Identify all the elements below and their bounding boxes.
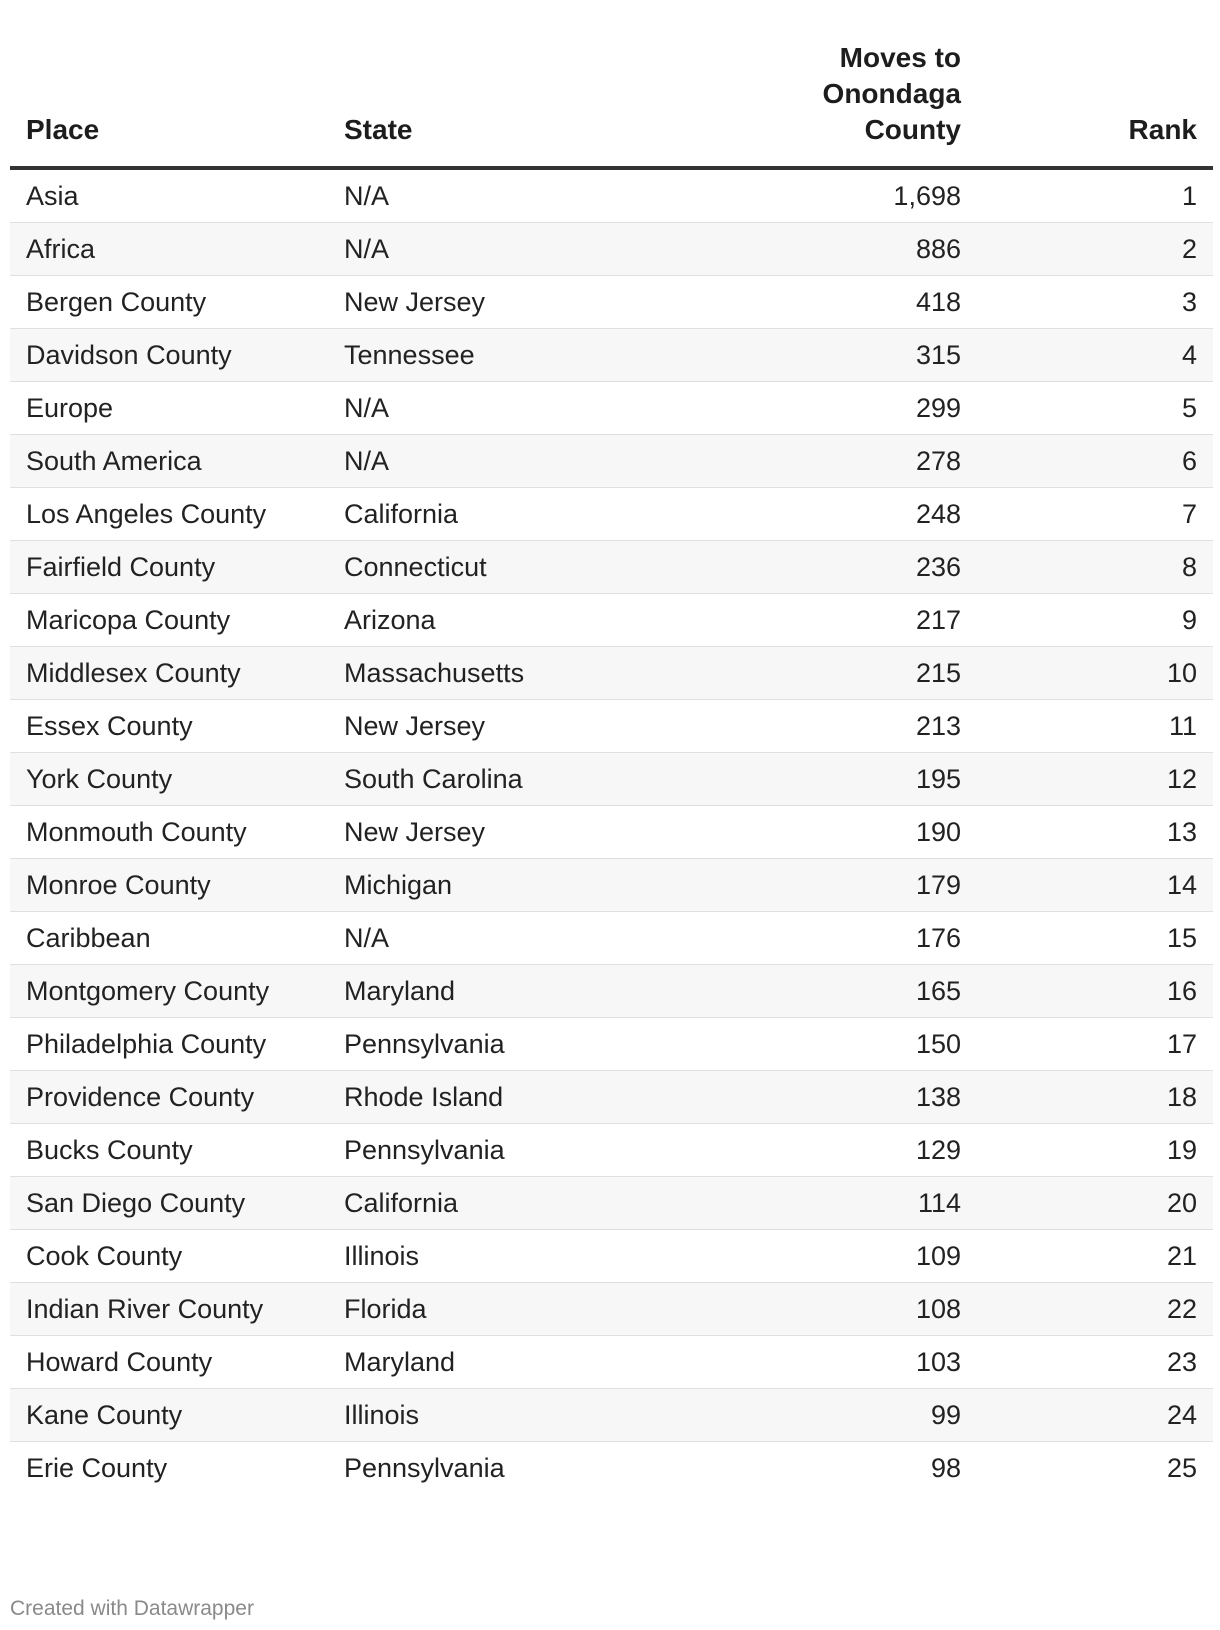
- table-row: [10, 1071, 1213, 1124]
- cell-rank: 15: [961, 912, 1213, 965]
- cell-moves: 190: [663, 806, 961, 859]
- table-row: [10, 1018, 1213, 1071]
- table-row: [10, 753, 1213, 806]
- cell-place: Indian River County: [10, 1283, 328, 1336]
- cell-rank: 10: [961, 647, 1213, 700]
- cell-state: N/A: [328, 382, 663, 435]
- cell-moves: 103: [663, 1336, 961, 1389]
- table-row: [10, 700, 1213, 753]
- cell-state: Michigan: [328, 859, 663, 912]
- table-row: [10, 329, 1213, 382]
- cell-place: Fairfield County: [10, 541, 328, 594]
- cell-moves: 179: [663, 859, 961, 912]
- table-row: [10, 1442, 1213, 1495]
- cell-moves: 108: [663, 1283, 961, 1336]
- cell-rank: 2: [961, 223, 1213, 276]
- cell-state: Maryland: [328, 1336, 663, 1389]
- cell-rank: 23: [961, 1336, 1213, 1389]
- cell-place: Montgomery County: [10, 965, 328, 1018]
- cell-state: California: [328, 488, 663, 541]
- table-row: [10, 1389, 1213, 1442]
- cell-place: Providence County: [10, 1071, 328, 1124]
- table-row: [10, 806, 1213, 859]
- cell-rank: 14: [961, 859, 1213, 912]
- cell-state: Illinois: [328, 1389, 663, 1442]
- cell-state: Arizona: [328, 594, 663, 647]
- cell-moves: 109: [663, 1230, 961, 1283]
- table-row: [10, 276, 1213, 329]
- cell-rank: 20: [961, 1177, 1213, 1230]
- cell-moves: 165: [663, 965, 961, 1018]
- cell-state: Florida: [328, 1283, 663, 1336]
- cell-rank: 12: [961, 753, 1213, 806]
- cell-moves: 138: [663, 1071, 961, 1124]
- cell-place: Bergen County: [10, 276, 328, 329]
- cell-rank: 18: [961, 1071, 1213, 1124]
- footer-credit: Created with Datawrapper: [10, 1597, 254, 1620]
- cell-place: Monroe County: [10, 859, 328, 912]
- cell-moves: 1,698: [663, 168, 961, 223]
- header-row: [10, 40, 1213, 168]
- table-row: [10, 168, 1213, 223]
- cell-place: San Diego County: [10, 1177, 328, 1230]
- cell-place: Asia: [10, 168, 328, 223]
- cell-state: Illinois: [328, 1230, 663, 1283]
- cell-state: Connecticut: [328, 541, 663, 594]
- column-header-place: Place: [10, 40, 328, 168]
- cell-place: South America: [10, 435, 328, 488]
- table-row: [10, 223, 1213, 276]
- cell-place: Bucks County: [10, 1124, 328, 1177]
- data-table-container: [10, 40, 1213, 1494]
- cell-moves: 176: [663, 912, 961, 965]
- column-header-state: State: [328, 40, 663, 168]
- cell-moves: 215: [663, 647, 961, 700]
- cell-place: Maricopa County: [10, 594, 328, 647]
- cell-rank: 25: [1166, 1453, 1197, 1483]
- cell-rank: 8: [961, 541, 1213, 594]
- table-row: [10, 382, 1213, 435]
- cell-rank: 11: [961, 700, 1213, 753]
- table-body: [10, 168, 1213, 1494]
- cell-moves: 217: [663, 594, 961, 647]
- cell-state: N/A: [328, 912, 663, 965]
- table-row: [10, 859, 1213, 912]
- cell-state: New Jersey: [328, 806, 663, 859]
- cell-state: Rhode Island: [328, 1071, 663, 1124]
- moves-table: [10, 40, 1213, 1494]
- cell-moves: 278: [663, 435, 961, 488]
- cell-place: Monmouth County: [10, 806, 328, 859]
- cell-moves: 886: [663, 223, 961, 276]
- cell-place: Philadelphia County: [10, 1018, 328, 1071]
- cell-rank: 9: [961, 594, 1213, 647]
- cell-place: Erie County: [26, 1453, 168, 1483]
- cell-state: South Carolina: [328, 753, 663, 806]
- table-header: [10, 40, 1213, 168]
- table-row: [10, 1230, 1213, 1283]
- cell-rank: 21: [961, 1230, 1213, 1283]
- column-header-rank: Rank: [961, 40, 1213, 168]
- table-row: [10, 1177, 1213, 1230]
- cell-state: Pennsylvania: [344, 1453, 505, 1483]
- table-row: [10, 1283, 1213, 1336]
- cell-place: York County: [10, 753, 328, 806]
- cell-moves: 299: [663, 382, 961, 435]
- cell-place: Howard County: [10, 1336, 328, 1389]
- cell-place: Caribbean: [10, 912, 328, 965]
- cell-moves: 99: [663, 1389, 961, 1442]
- cell-rank: 6: [961, 435, 1213, 488]
- cell-place: Middlesex County: [10, 647, 328, 700]
- column-header-moves: [663, 40, 961, 168]
- table-row: [10, 594, 1213, 647]
- cell-moves: 213: [663, 700, 961, 753]
- table-row: [10, 435, 1213, 488]
- cell-moves: 195: [663, 753, 961, 806]
- cell-moves: 129: [663, 1124, 961, 1177]
- cell-rank: 19: [961, 1124, 1213, 1177]
- cell-rank: 7: [961, 488, 1213, 541]
- table-row: [10, 647, 1213, 700]
- cell-rank: 24: [961, 1389, 1213, 1442]
- cell-state: New Jersey: [328, 700, 663, 753]
- cell-place: Essex County: [10, 700, 328, 753]
- cell-state: N/A: [328, 435, 663, 488]
- column-header-moves-label: Moves to Onondaga County: [822, 42, 961, 145]
- cell-rank: 17: [961, 1018, 1213, 1071]
- cell-place: Africa: [10, 223, 328, 276]
- cell-place: Davidson County: [10, 329, 328, 382]
- table-row: [10, 1336, 1213, 1389]
- cell-rank: 5: [961, 382, 1213, 435]
- cell-place: Cook County: [10, 1230, 328, 1283]
- cell-rank: 16: [961, 965, 1213, 1018]
- table-row: [10, 488, 1213, 541]
- cell-moves: 236: [663, 541, 961, 594]
- table-row: [10, 912, 1213, 965]
- cell-moves: 418: [663, 276, 961, 329]
- cell-moves: 315: [663, 329, 961, 382]
- table-row: [10, 541, 1213, 594]
- cell-moves: 150: [663, 1018, 961, 1071]
- cell-state: Maryland: [328, 965, 663, 1018]
- cell-state: Pennsylvania: [328, 1018, 663, 1071]
- table-row: [10, 965, 1213, 1018]
- cell-place: Europe: [10, 382, 328, 435]
- cell-rank: 3: [961, 276, 1213, 329]
- table-row: [10, 1124, 1213, 1177]
- cell-moves: 248: [663, 488, 961, 541]
- cell-rank: 22: [961, 1283, 1213, 1336]
- cell-moves: 98: [930, 1453, 961, 1483]
- cell-state: N/A: [328, 223, 663, 276]
- cell-state: Pennsylvania: [328, 1124, 663, 1177]
- cell-rank: 13: [961, 806, 1213, 859]
- cell-state: Tennessee: [328, 329, 663, 382]
- cell-place: Los Angeles County: [10, 488, 328, 541]
- cell-state: N/A: [328, 168, 663, 223]
- cell-state: New Jersey: [328, 276, 663, 329]
- cell-place: Kane County: [10, 1389, 328, 1442]
- cell-rank: 4: [961, 329, 1213, 382]
- cell-state: California: [328, 1177, 663, 1230]
- cell-rank: 1: [961, 168, 1213, 223]
- cell-moves: 114: [663, 1177, 961, 1230]
- cell-state: Massachusetts: [328, 647, 663, 700]
